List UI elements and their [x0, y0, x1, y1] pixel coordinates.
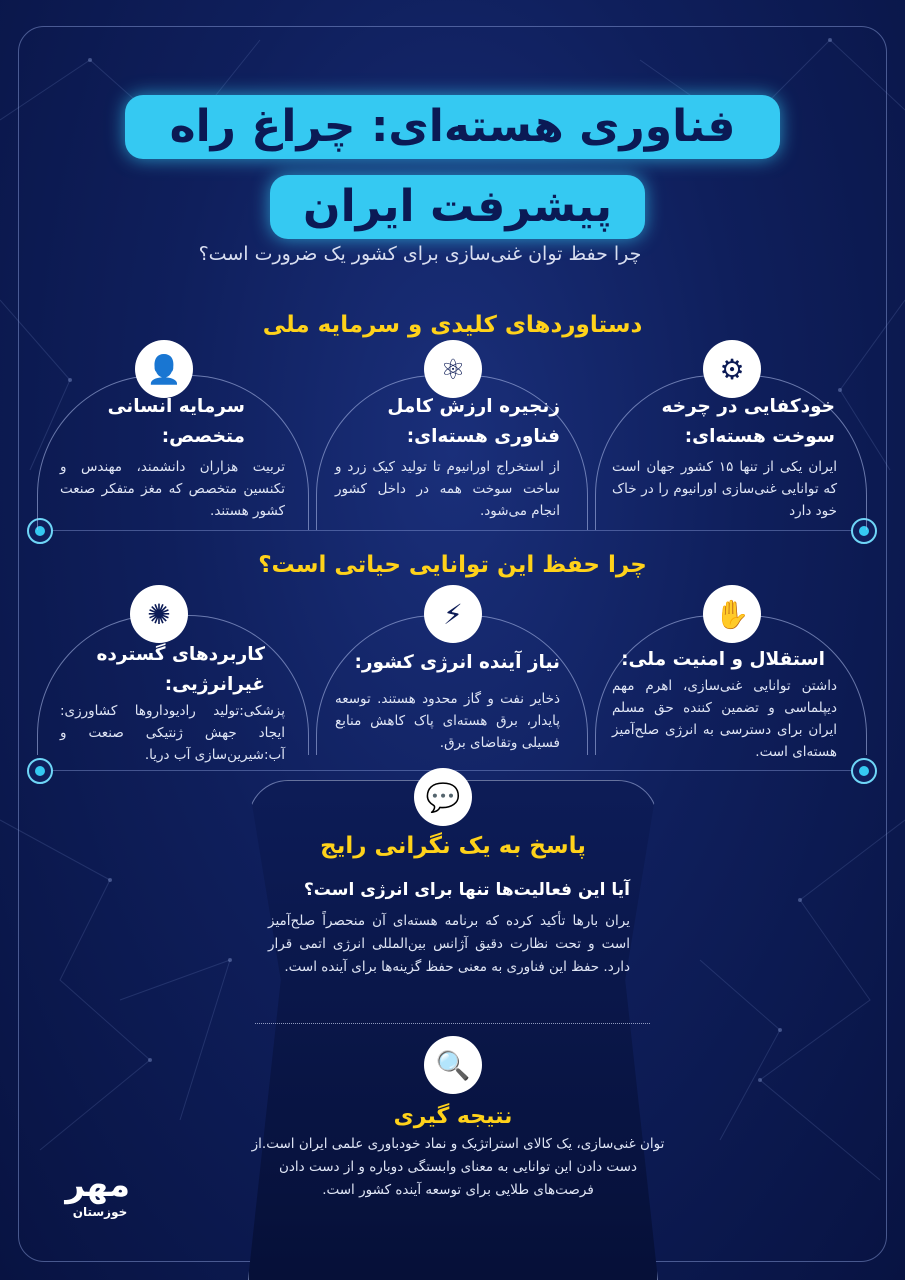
concern-title: پاسخ به یک نگرانی رایج: [320, 833, 586, 859]
conclusion-text: توان غنی‌سازی، یک کالای استراتژیک و نماد خودباوری علمی ایران است.از دست دادن این توانایی به معنای وابستگی دوباره و از دست دادن فرصت‌های طلایی برای توسعه آینده کشور است.: [251, 1136, 665, 1198]
card-text: از استخراج اورانیوم تا تولید کیک زرد و ساخت سوخت همه در داخل کشور انجام می‌شود.: [335, 459, 560, 519]
logo-text: خوزستان: [72, 1205, 128, 1219]
subtitle: چرا حفظ توان غنی‌سازی برای کشور یک ضرورت است؟: [198, 243, 642, 265]
card-text: پزشکی:تولید رادیوداروها کشاورزی: ایجاد جهش ژنتیکی صنعت و آب:شیرین‌سازی آب دریا.: [60, 703, 285, 763]
timeline-line: [45, 530, 860, 531]
concern-question: آیا این فعالیت‌ها تنها برای انرژی است؟: [303, 880, 630, 900]
page-title-line1: فناوری هسته‌ای: چراغ راه: [125, 95, 780, 159]
logo-mark: ﻣﻬﺮ: [65, 1165, 130, 1205]
card-text: تربیت هزاران دانشمند، مهندس و تکنسین متخصص که مغز متفکر صنعت کشور هستند.: [60, 459, 285, 519]
card-text: ایران یکی از تنها ۱۵ کشور جهان است که توانایی غنی‌سازی اورانیوم را در خاک خود دارد: [612, 459, 837, 519]
card-title: خودکفایی در چرخه سوخت هسته‌ای:: [661, 396, 835, 447]
conclusion-title: نتیجه گیری: [393, 1104, 513, 1129]
divider: [255, 1023, 650, 1024]
card-title: نیاز آینده انرژی کشور:: [354, 652, 560, 673]
gear-hand-icon: ⚙: [703, 340, 761, 398]
lightning-icon: ⚡: [424, 585, 482, 643]
person-gear-icon: 👤: [135, 340, 193, 398]
concern-text: یران بارها تأکید کرده که برنامه هسته‌ای آن منحصراً صلح‌آمیز است و تحت نظارت دقیق آژانس بین‌المللی انرژی اتمی قرار دارد. حفظ این فناوری به معنی حفظ گزینه‌ها برای آینده است.: [268, 913, 630, 975]
brand-logo: [65, 1165, 130, 1219]
card-title: سرمایه انسانی متخصص:: [107, 396, 245, 447]
card-text: داشتن توانایی غنی‌سازی، اهرم مهم دیپلماسی و تضمین کننده حق مسلم ایران برای دسترسی به انرژی صلح‌آمیز هسته‌ای است.: [612, 678, 837, 760]
section-heading-achievements: دستاوردهای کلیدی و سرمایه ملی: [262, 312, 643, 338]
card-title: کاربردهای گسترده غیرانرژیی:: [96, 644, 265, 695]
page-title-line2: پیشرفت ایران: [270, 175, 645, 239]
dna-atom-icon: ⚛: [424, 340, 482, 398]
network-hub-icon: ✺: [130, 585, 188, 643]
hands-shield-icon: ✋: [703, 585, 761, 643]
card-title: استقلال و امنیت ملی:: [621, 649, 825, 670]
card-text: ذخایر نفت و گاز محدود هستند. توسعه پایدار، برق هسته‌ای پاک کاهش منابع فسیلی وتقاضای برق.: [335, 691, 560, 751]
section-heading-why: چرا حفظ این توانایی حیاتی است؟: [258, 552, 647, 578]
magnifier-chat-icon: 🔍: [424, 1036, 482, 1094]
card-title: زنجیره ارزش کامل فناوری هسته‌ای:: [387, 396, 560, 447]
chat-alert-icon: 💬: [414, 768, 472, 826]
timeline-dot: [851, 758, 877, 784]
timeline-dot: [27, 758, 53, 784]
